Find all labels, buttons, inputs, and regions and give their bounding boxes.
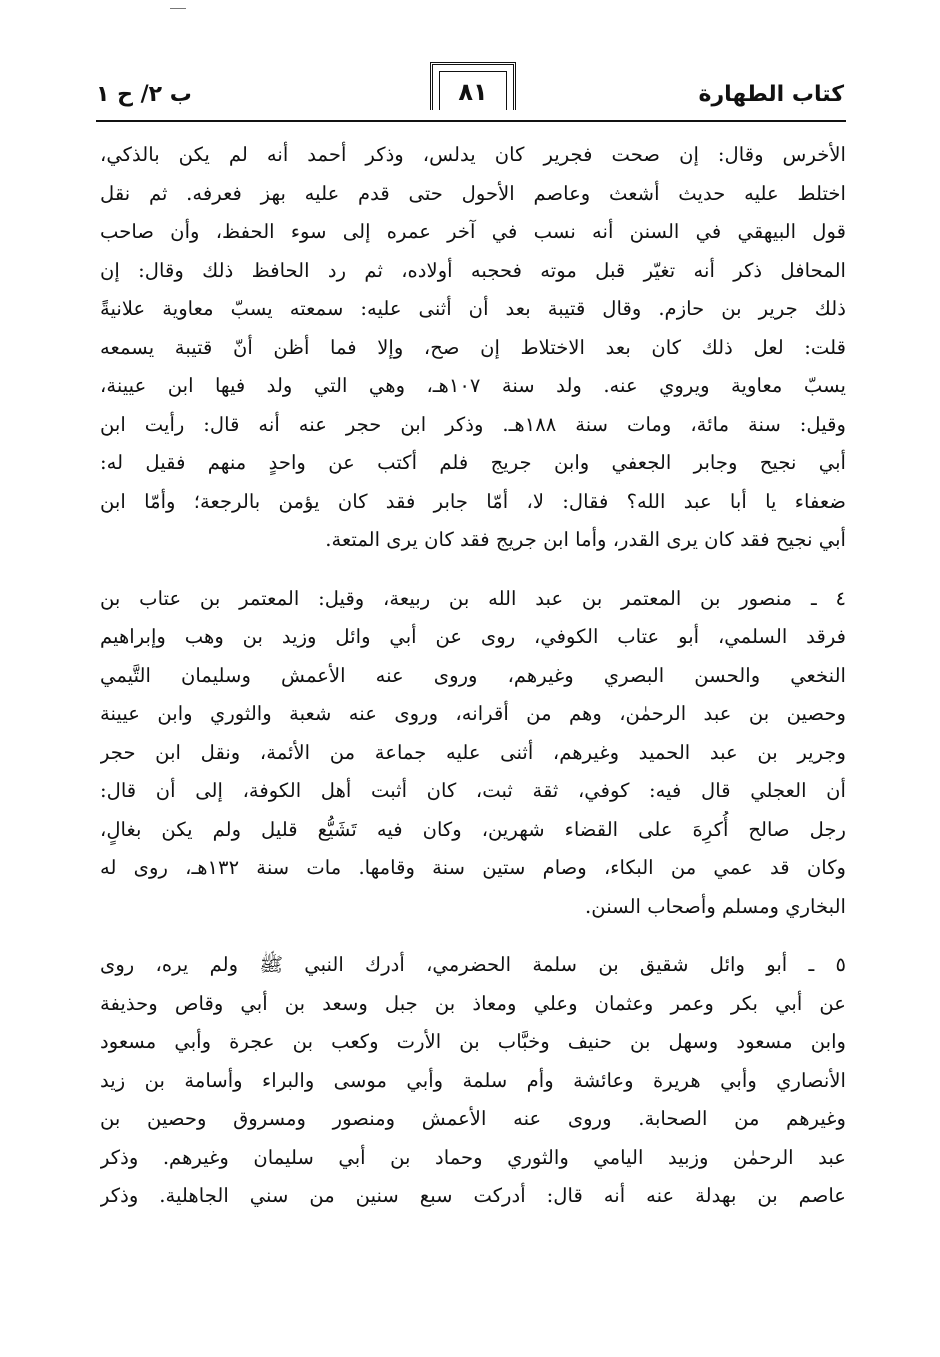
- text-line: الأخرس وقال: إن صحت فجرير كان يدلس، وذكر أحمد أنه لم يكن بالذكي،: [100, 143, 846, 166]
- text-line: وحصين بن عبد الرحمٰن، وهم من أقرانه، وروى عنه شعبة والثوري وابن عيينة: [100, 702, 846, 725]
- text-line: اختلط عليه حديث أشعث وعاصم الأحول حتى قدم عليه بهز فعرفه. ثم نقل: [100, 181, 846, 205]
- text-line: فرقد السلمي، أبو عتاب الكوفي، روى عن أبي وائل وزيد بن وهب وإبراهيم: [100, 625, 846, 648]
- book-title: كتاب الطهارة: [698, 82, 844, 107]
- text-line: عبد الرحمٰن وزبيد اليامي والثوري وحماد بن أبي سليمان وغيرهم. وذكر: [100, 1145, 846, 1169]
- body-text: [100, 136, 846, 1216]
- header-rule: [96, 120, 846, 122]
- page-number-frame: [430, 62, 516, 110]
- text-line: قلت: لعل ذلك كان بعد الاختلاط إن صح، وإلا فما أظن أنّ قتيبة يسمعه: [100, 335, 846, 359]
- text-line: عاصم بن بهدلة عنه أنه قال: أدركت سبع سنين من سني الجاهلية. وذكر: [100, 1184, 846, 1207]
- text-line: ٤ ـ منصور بن المعتمر بن عبد الله بن ربيعة، وقيل: المعتمر بن عتاب بن: [100, 586, 846, 610]
- paragraph-gap: [100, 926, 846, 946]
- paragraph-jarir-continuation: [100, 136, 846, 560]
- text-line: وكان قد عمي من البكاء، وصام ستين سنة وقامها. مات سنة ١٣٢هـ، روى له: [100, 856, 846, 879]
- page-number: ٨١: [458, 78, 488, 106]
- text-line: أبي نجيح وجابر الجعفي وابن جريج فلم أكتب عن واحدٍ منهم فقيل له:: [100, 451, 846, 474]
- text-line: النخعي والحسن البصري وغيرهم، وروى عنه الأعمش وسليمان التَّيمي: [100, 663, 846, 687]
- text-line: وابن مسعود وسهل بن حنيف وخبَّاب بن الأرت وكعب بن عجرة وأبي مسعود: [100, 1030, 846, 1053]
- paragraph-abu-wail: [100, 946, 846, 1216]
- text-line: أن العجلي قال فيه: كوفي، ثقة ثبت، كان أثبت أهل الكوفة، إلى أن قال:: [100, 779, 846, 802]
- paragraph-mansur: [100, 580, 846, 927]
- text-line: الأنصاري وأبي هريرة وعائشة وأم سلمة وأبي موسى والبراء وأسامة بن زيد: [100, 1068, 846, 1092]
- text-line: عن أبي بكر وعمر وعثمان وعلي ومعاذ بن جبل وسعد بن أبي وقاص وحذيفة: [100, 991, 846, 1015]
- text-line: قول البيهقي في السنن أنه نسب في آخر عمره إلى سوء الحفظ، وأن صاحب: [100, 220, 846, 243]
- section-reference: ب ٢/ ح ١: [96, 82, 192, 107]
- text-line: البخاري ومسلم وأصحاب السنن.: [585, 894, 846, 918]
- text-line: المحافل ذكر أنه تغيّر قبل موته فحجبه أولاده، ثم رد الحافظ ذلك وقال: إن: [100, 258, 846, 282]
- text-line: ذلك جرير بن حازم. وقال قتيبة بعد أن أثنى عليه: سمعته يسبّ معاوية علانيةً: [100, 297, 846, 320]
- text-line: وجرير بن عبد الحميد وغيرهم، أثنى عليه جماعة من الأئمة، ونقل ابن حجر: [100, 740, 846, 764]
- text-line: أبي نجيح فقد كان يرى القدر، وأما ابن جريج فقد كان يرى المتعة.: [325, 528, 846, 551]
- text-line: وغيرهم من الصحابة. وروى عنه الأعمش ومنصور ومسروق وحصين بن: [100, 1107, 846, 1130]
- text-line: ضعفاء يا أبا عبد الله؟ فقال: لا، أمّا جابر فقد كان يؤمن بالرجعة؛ وأمّا ابن: [100, 489, 846, 513]
- text-line: يسبّ معاوية ويروي عنه. ولد سنة ١٠٧هـ، وهي التي ولد فيها ابن عيينة،: [100, 374, 846, 397]
- text-line: ٥ ـ أبو وائل شقيق بن سلمة الحضرمي، أدرك النبي ﷺ ولم يره، روى: [100, 953, 846, 976]
- page-header: [96, 62, 844, 120]
- text-line: رجل صالح أُكرِهَ على القضاء شهرين، وكان فيه تَشَيُّع قليل ولم يكن بغالٍ،: [100, 817, 846, 841]
- scan-mark: [170, 8, 186, 9]
- text-line: وقيل: سنة مائة، ومات سنة ١٨٨هـ. وذكر ابن حجر عنه أنه قال: رأيت ابن: [100, 412, 846, 436]
- paragraph-gap: [100, 560, 846, 580]
